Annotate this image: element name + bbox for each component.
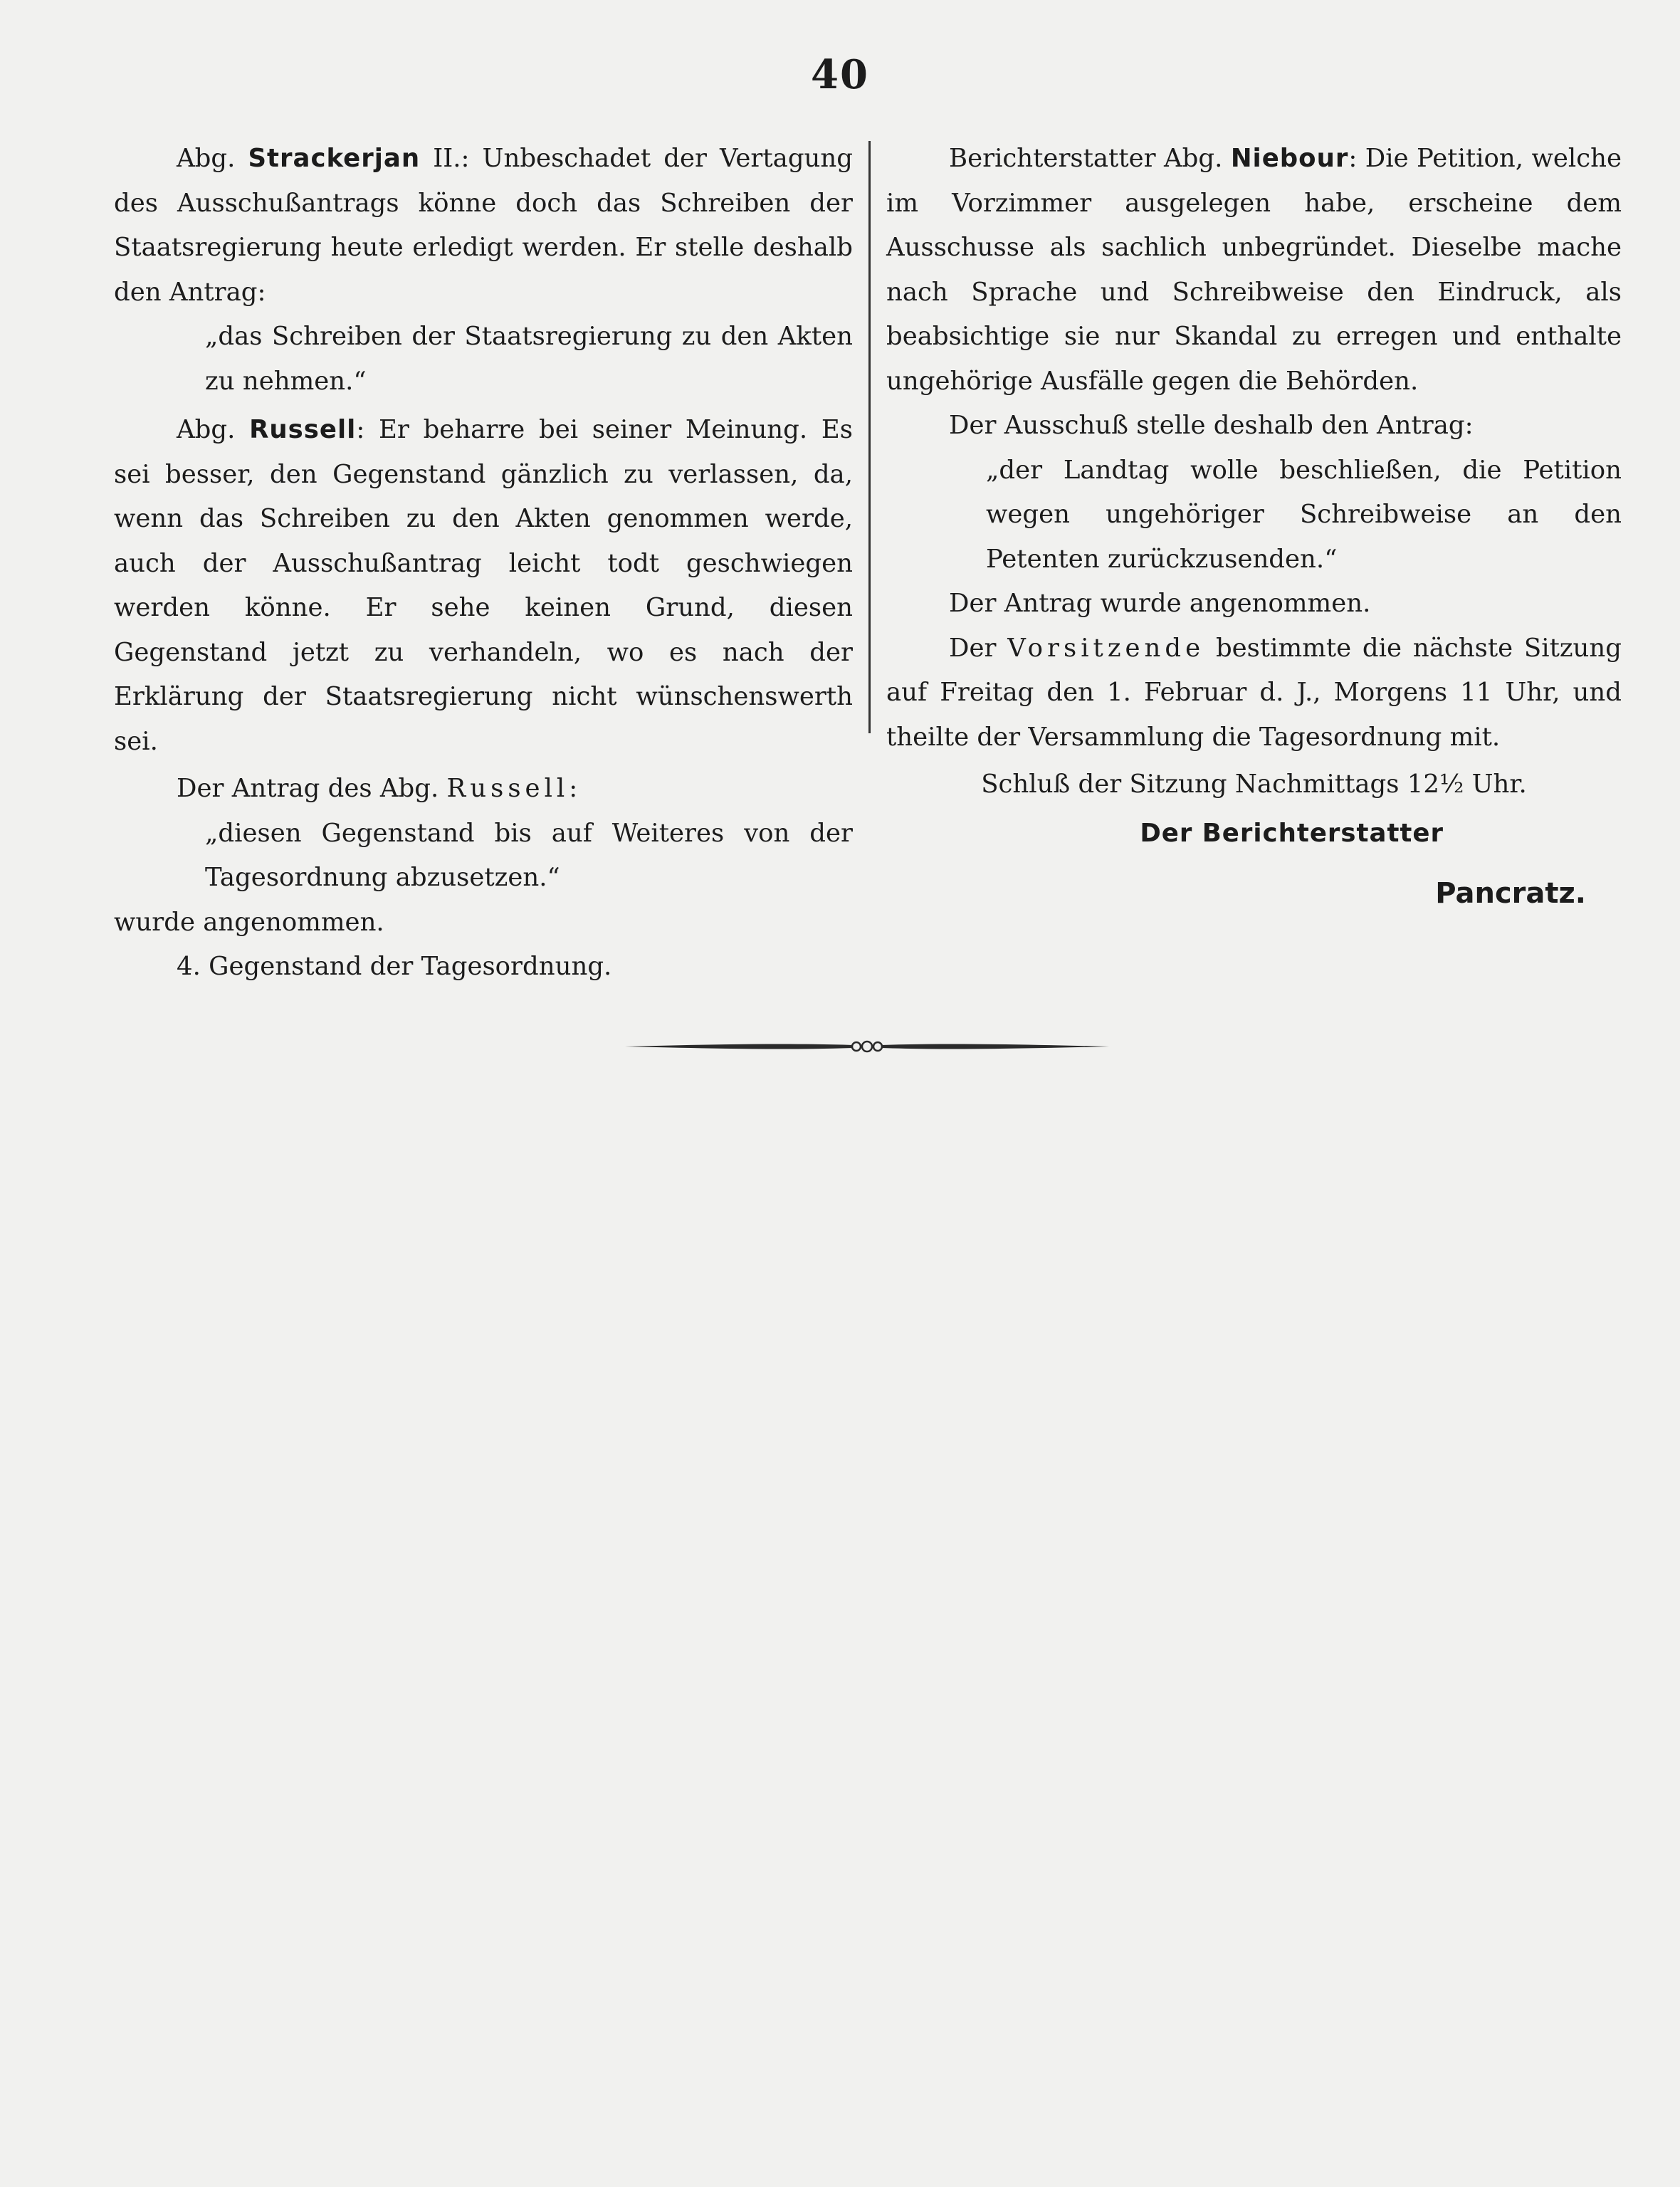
statement-text: : Die Petition, welche im Vorzimmer ausgelegen habe, erscheine dem Ausschusse als sachlich unbegründet. Dieselbe mache nach Sprache und Schreibweise den Eindruck, als beabsichtige sie nur Skandal zu erregen und enthalte ungehörige Ausfälle gegen die Behörden. <box>886 144 1622 396</box>
chair-text: bestimmte die nächste Sitzung auf Freitag den 1. Februar d. J., Morgens 11 Uhr, und theilte der Versammlung die Tagesordnung mit. <box>886 633 1622 752</box>
chair-prefix: Der <box>949 633 1008 663</box>
ornament-bead-center <box>862 1042 872 1051</box>
motion-result-russell: wurde angenommen. <box>114 907 384 937</box>
motion-result: Der Antrag wurde angenommen. <box>949 589 1371 618</box>
statement-text: : Er beharre bei seiner Meinung. Es sei besser, den Gegenstand gänzlich zu verlassen, da, wenn das Schreiben zu den Akten genommen werde, auch der Ausschußantrag leicht todt geschwiegen werden könne. Er sehe keinen Grund, diesen Gegenstand jetzt zu verhandeln, wo es nach der Erklärung der Staatsregierung nicht wünschenswerth sei. <box>114 415 853 756</box>
column-divider <box>868 141 871 733</box>
motion-quote-russell: „diesen Gegenstand bis auf Weiteres von der Tagesordnung abzusetzen.“ <box>205 818 853 892</box>
ornament-bead-left <box>852 1042 861 1051</box>
ornamental-divider <box>625 1034 1109 1059</box>
right-column <box>886 137 1622 916</box>
ornament-right-swash <box>881 1044 1109 1049</box>
page-number: 40 <box>811 51 869 98</box>
motion-intro-name: Russell <box>446 774 569 803</box>
speaker-name-niebour: Niebour <box>1230 144 1349 173</box>
session-closing: Schluß der Sitzung Nachmittags 12½ Uhr. <box>981 770 1527 799</box>
statement-text: : Unbeschadet der Vertagung des Ausschußantrags könne doch das Schreiben der Staatsregierung heute erledigt werden. Er stelle deshalb den Antrag: <box>114 144 853 307</box>
committee-motion-intro: Der Ausschuß stelle deshalb den Antrag: <box>949 411 1474 440</box>
paragraph-strackerjan <box>114 137 853 315</box>
paragraph-niebour <box>886 137 1622 404</box>
agenda-item-heading: 4. Gegenstand der Tagesordnung. <box>177 952 612 981</box>
speaker-prefix: Berichterstatter Abg. <box>949 144 1231 173</box>
ornament-left-swash <box>625 1044 853 1049</box>
motion-intro-prefix: Der Antrag des Abg. <box>177 774 447 803</box>
motion-quote-committee: „der Landtag wolle beschließen, die Petition wegen ungehöriger Schreibweise an den Petenten zurückzusenden.“ <box>986 455 1622 574</box>
rapporteur-label: Der Berichterstatter <box>1140 818 1444 848</box>
speaker-name-russell: Russell <box>249 415 357 444</box>
paragraph-chair <box>886 626 1622 760</box>
ornament-bead-right <box>873 1042 882 1051</box>
speaker-prefix: Abg. <box>177 415 250 444</box>
chair-role: Vorsitzende <box>1007 633 1205 663</box>
motion-intro-suffix: : <box>569 774 578 803</box>
motion-quote-strackerjan: „das Schreiben der Staatsregierung zu den Akten zu nehmen.“ <box>205 322 853 396</box>
left-column <box>114 137 853 990</box>
rapporteur-name: Pancratz. <box>1435 877 1586 910</box>
speaker-suffix: II. <box>420 144 461 173</box>
speaker-name-strackerjan: Strackerjan <box>248 144 421 173</box>
motion-intro-russell <box>114 767 853 812</box>
paragraph-russell <box>114 408 853 764</box>
speaker-prefix: Abg. <box>177 144 248 173</box>
